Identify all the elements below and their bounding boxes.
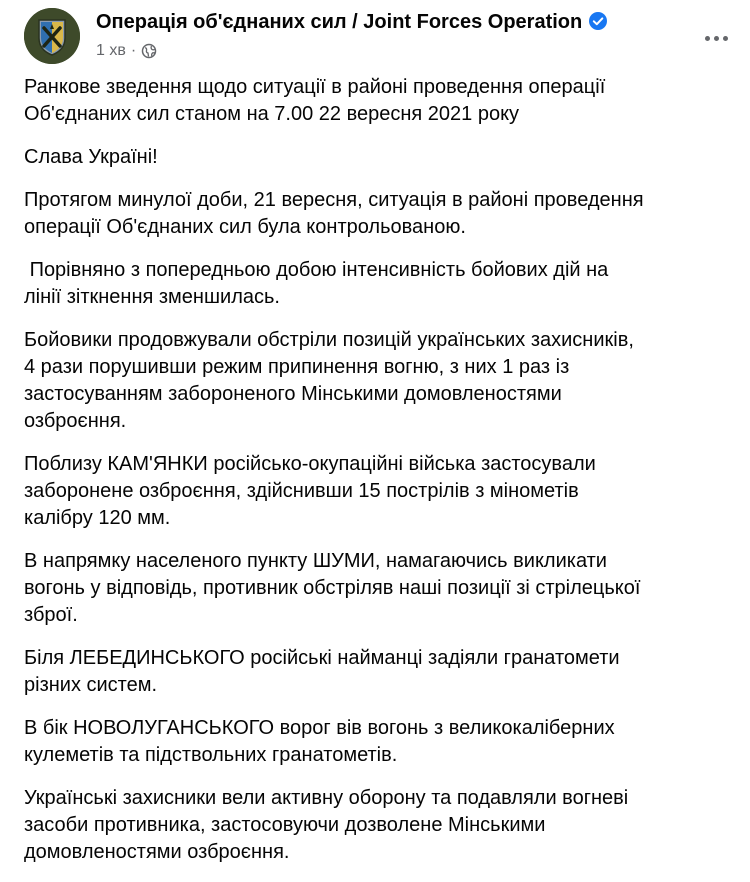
post-paragraph: Ранкове зведення щодо ситуації в районі проведення операції Об'єднаних сил станом на 7.00 22 вересня 2021 року: [24, 76, 606, 125]
page-avatar[interactable]: [24, 8, 80, 64]
post-paragraph: Протягом минулої доби, 21 вересня, ситуація в районі проведення операції Об'єднаних сил була контрольованою.: [24, 189, 644, 238]
more-options-dot: [714, 36, 719, 41]
post-paragraph: Українські захисники вели активну оборону та подавляли вогневі засоби противника, застосовуючи дозволене Мінськими домовленостями озброєння.: [24, 787, 629, 863]
page-name-link[interactable]: [96, 11, 608, 34]
verified-badge-icon: [588, 11, 608, 31]
post-paragraph: Слава Україні!: [24, 146, 158, 168]
post-paragraph: Порівняно з попередньою добою інтенсивність бойових дій на лінії зіткнення зменшилась.: [24, 259, 609, 308]
post-header: [24, 8, 734, 64]
meta-separator: ·: [130, 42, 137, 59]
more-options-button[interactable]: [698, 20, 734, 56]
post-paragraph: Біля ЛЕБЕДИНСЬКОГО російські найманці задіяли гранатомети різних систем.: [24, 647, 620, 696]
post-paragraph: Бойовики продовжували обстріли позицій українських захисників, 4 рази порушивши режим припинення вогню, з них 1 раз із застосуванням забороненого Мінськими домовленостями озброєння.: [24, 329, 634, 432]
post-paragraph: В напрямку населеного пункту ШУМИ, намагаючись викликати вогонь у відповідь, противник обстріляв наші позиції зі стрілецької зброї.: [24, 550, 641, 626]
post-body: [24, 74, 734, 882]
globe-icon[interactable]: [141, 43, 157, 59]
post-paragraph: Поблизу КАМ'ЯНКИ російсько-окупаційні війська застосували заборонене озброєння, здійснивши 15 пострілів з мінометів калібру 120 мм.: [24, 453, 596, 529]
emblem-icon: [24, 8, 80, 64]
more-options-dot: [705, 36, 710, 41]
post-paragraph: В бік НОВОЛУГАНСЬКОГО ворог вів вогонь з великокаліберних кулеметів та підствольних гранатометів.: [24, 717, 615, 766]
page-name-text: Операція об'єднаних сил / Joint Forces Operation: [96, 11, 583, 33]
post-meta: [96, 42, 157, 60]
post-timestamp[interactable]: 1 хв: [96, 42, 126, 59]
more-options-dot: [723, 36, 728, 41]
